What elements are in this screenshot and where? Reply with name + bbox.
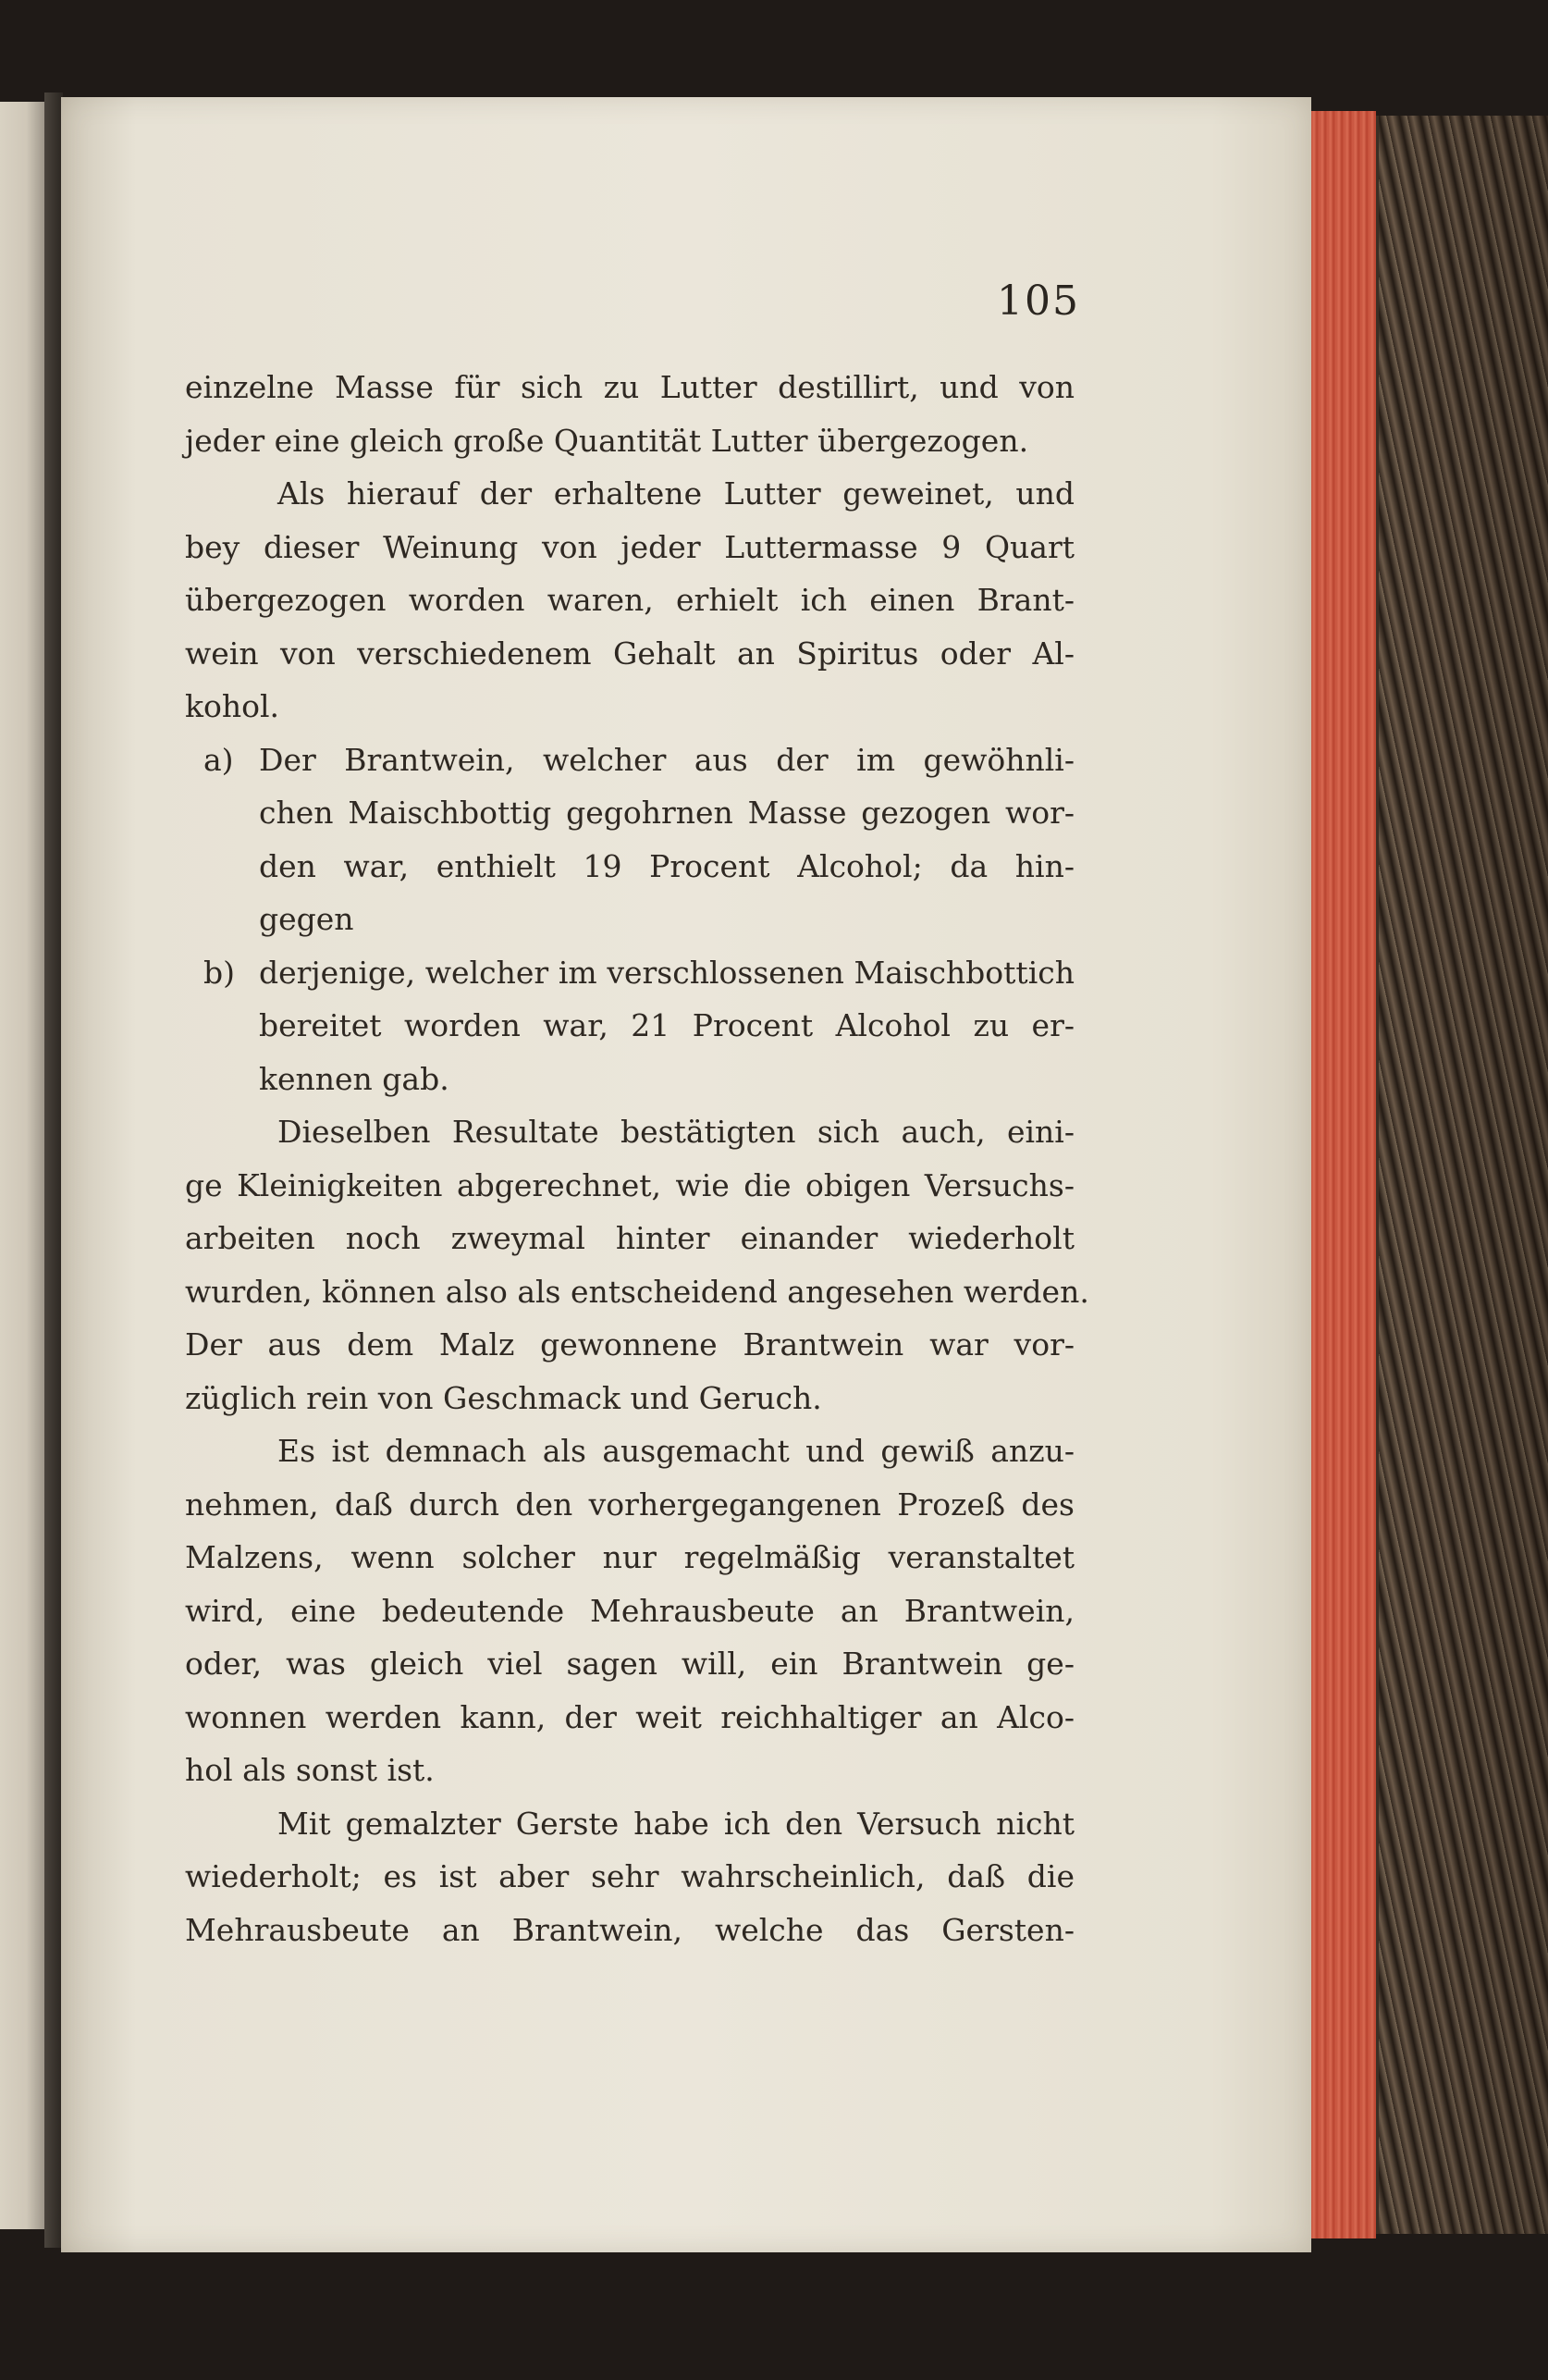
text-line: Es ist demnach als ausgemacht und gewiß anzu- — [277, 1433, 1075, 1469]
text-line: nehmen, daß durch den vorhergegangenen Prozeß des — [185, 1486, 1075, 1523]
text-line: oder, was gleich viel sagen will, ein Brantwein ge- — [185, 1646, 1075, 1682]
text-line: wird, eine bedeutende Mehrausbeute an Brantwein, — [185, 1592, 1075, 1629]
text-line: wein von verschiedenem Gehalt an Spiritus oder Al- — [185, 635, 1075, 672]
text-line: Der aus dem Malz gewonnene Brantwein war vor- — [185, 1326, 1075, 1363]
list-item-a-label: a) — [203, 741, 234, 778]
text-line: derjenige, welcher im verschlossenen Maischbottich — [259, 954, 1075, 991]
text-line: bey dieser Weinung von jeder Luttermasse 9 Quart — [185, 528, 1075, 565]
paragraph-2 — [185, 467, 1075, 734]
text-line: gegen — [259, 901, 354, 937]
paragraph-4 — [185, 1424, 1075, 1797]
list-item-b-line-1 — [203, 946, 1075, 1000]
text-line: arbeiten noch zweymal hinter einander wiederholt — [185, 1220, 1075, 1256]
text-line: Mehrausbeute an Brantwein, welche das Gersten- — [185, 1911, 1075, 1948]
page-number: 105 — [997, 277, 1080, 325]
text-line: Dieselben Resultate bestätigten sich auch, eini- — [277, 1114, 1075, 1150]
text-line: wiederholt; es ist aber sehr wahrscheinlich, daß die — [185, 1858, 1075, 1894]
marbled-cover — [1376, 116, 1548, 2234]
text-line: hol als sonst ist. — [185, 1752, 435, 1788]
list-item-b — [185, 946, 1075, 1106]
text-line: jeder eine gleich große Quantität Lutter übergezogen. — [185, 422, 1029, 459]
book-gutter — [44, 92, 63, 2248]
list-item-b-label: b) — [203, 954, 235, 991]
text-line: wurden, können also als entscheidend angesehen werden. — [185, 1273, 1089, 1310]
text-line: kennen gab. — [259, 1060, 449, 1097]
text-line: Malzens, wenn solcher nur regelmäßig veranstaltet — [185, 1539, 1075, 1575]
text-line: ge Kleinigkeiten abgerechnet, wie die obigen Versuchs- — [185, 1166, 1075, 1203]
facing-page-edge — [0, 102, 44, 2229]
text-line: chen Maischbottig gegohrnen Masse gezogen wor- — [259, 795, 1075, 831]
text-line: kohol. — [185, 688, 280, 724]
text-line: Der Brantwein, welcher aus der im gewöhnli- — [259, 741, 1075, 778]
page-text — [185, 361, 1089, 1956]
list-item-a-line-1 — [203, 734, 1075, 787]
text-line: übergezogen worden waren, erhielt ich einen Brant- — [185, 582, 1075, 618]
text-line: einzelne Masse für sich zu Lutter destillirt, und von — [185, 369, 1075, 405]
text-line: den war, enthielt 19 Procent Alcohol; da hin- — [259, 847, 1075, 884]
text-line: züglich rein von Geschmack und Geruch. — [185, 1379, 822, 1416]
list-item-a — [185, 734, 1075, 946]
paragraph-1 — [185, 361, 1075, 467]
paragraph-3 — [185, 1105, 1089, 1424]
text-line: Mit gemalzter Gerste habe ich den Versuch nicht — [277, 1805, 1075, 1842]
text-line: bereitet worden war, 21 Procent Alcohol zu er- — [259, 1007, 1075, 1043]
text-line: wonnen werden kann, der weit reichhaltiger an Alco- — [185, 1698, 1075, 1735]
text-line: Als hierauf der erhaltene Lutter geweinet, und — [277, 475, 1075, 512]
paragraph-5 — [185, 1797, 1075, 1957]
red-page-edge — [1311, 111, 1376, 2238]
